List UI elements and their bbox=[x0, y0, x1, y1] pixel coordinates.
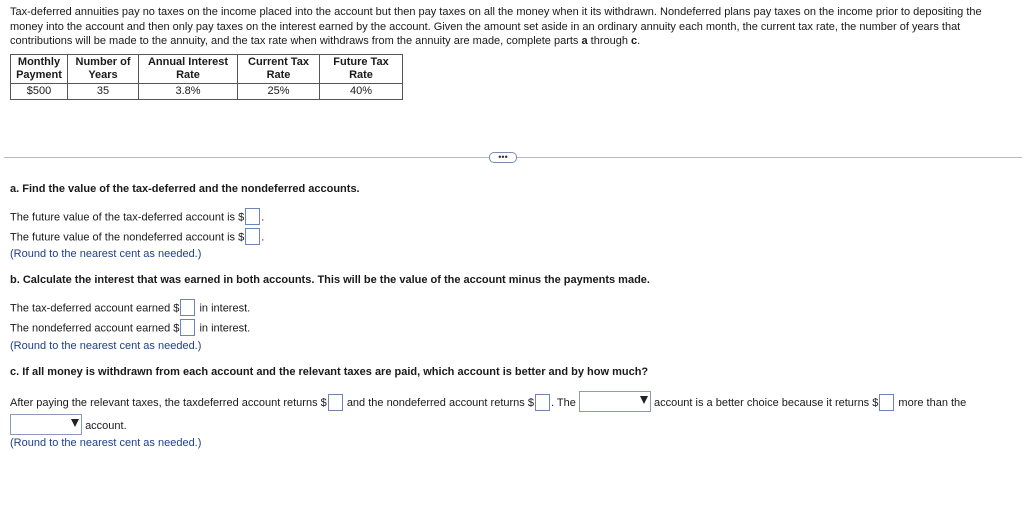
part-c-text-1: After paying the relevant taxes, the taxdeferred account returns $ bbox=[10, 396, 327, 409]
table-row bbox=[11, 84, 403, 100]
intro-through: through bbox=[587, 35, 632, 47]
nondeferred-after-tax-input[interactable] bbox=[535, 394, 550, 411]
in-interest-text: in interest. bbox=[199, 302, 251, 315]
part-a-line-1 bbox=[10, 210, 264, 225]
intro-bold-c: c bbox=[631, 35, 638, 47]
part-c-sentence bbox=[10, 394, 966, 412]
part-c-text-6: account. bbox=[85, 419, 127, 432]
part-a-line-2 bbox=[10, 230, 264, 245]
tax-deferred-interest-input[interactable] bbox=[180, 299, 195, 316]
intro-period: . bbox=[637, 35, 641, 47]
part-a-line-1-label: The future value of the tax-deferred account is $ bbox=[10, 211, 245, 224]
part-c-text-4: account is a better choice because it returns $ bbox=[653, 396, 879, 409]
cell-number-of-years: 35 bbox=[68, 84, 139, 100]
header-monthly-payment: Monthly Payment bbox=[11, 55, 68, 84]
given-data-table bbox=[10, 54, 403, 100]
intro-text: Tax-deferred annuities pay no taxes on the income placed into the account but then pay taxes on all the money when it its withdrawn. Nondeferred plans pay taxes on the income prior to depositing the money into the account and then only pay taxes on the interest earned by the account. Given the amount set aside in an ordinary annuity each month, the current tax rate, the number of years that contributions will be made to the annuity, and the tax rate when withdraws from the annuity are made, complete parts bbox=[10, 6, 982, 47]
part-b-line-2 bbox=[10, 321, 250, 336]
period-text: . bbox=[261, 231, 265, 244]
intro-bold-a: a bbox=[581, 35, 588, 47]
header-annual-interest-rate: Annual Interest Rate bbox=[139, 55, 238, 84]
part-b-heading: b. Calculate the interest that was earned in both accounts. This will be the value of the account minus the payments made. bbox=[10, 274, 650, 286]
problem-intro bbox=[10, 5, 1016, 49]
part-c-text-3: . The bbox=[550, 396, 576, 409]
table-header-row bbox=[11, 55, 403, 84]
part-b-line-1 bbox=[10, 301, 250, 316]
dropdown-arrow-icon bbox=[71, 419, 79, 427]
part-c-text-2: and the nondeferred account returns $ bbox=[346, 396, 534, 409]
worse-account-dropdown[interactable] bbox=[10, 414, 82, 435]
cell-future-tax-rate: 40% bbox=[320, 84, 403, 100]
part-a-line-2-label: The future value of the nondeferred account is $ bbox=[10, 231, 245, 244]
part-c-heading: c. If all money is withdrawn from each account and the relevant taxes are paid, which account is better and by how much? bbox=[10, 366, 649, 378]
cell-annual-interest-rate: 3.8% bbox=[139, 84, 238, 100]
part-b-line-1-label: The tax-deferred account earned $ bbox=[10, 302, 180, 315]
period-text: . bbox=[261, 211, 265, 224]
tax-deferred-future-value-input[interactable] bbox=[245, 208, 260, 225]
part-b-round-note: (Round to the nearest cent as needed.) bbox=[10, 340, 202, 352]
cell-monthly-payment: $500 bbox=[11, 84, 68, 100]
tax-deferred-after-tax-input[interactable] bbox=[328, 394, 343, 411]
better-account-dropdown[interactable] bbox=[579, 391, 651, 412]
part-c-sentence-end bbox=[10, 417, 127, 435]
nondeferred-interest-input[interactable] bbox=[180, 319, 195, 336]
header-number-of-years: Number of Years bbox=[68, 55, 139, 84]
nondeferred-future-value-input[interactable] bbox=[245, 228, 260, 245]
in-interest-text: in interest. bbox=[199, 322, 251, 335]
header-future-tax-rate: Future Tax Rate bbox=[320, 55, 403, 84]
part-c-text-5: more than the bbox=[898, 396, 967, 409]
more-options-button[interactable]: ••• bbox=[489, 152, 517, 163]
part-b-line-2-label: The nondeferred account earned $ bbox=[10, 322, 180, 335]
cell-current-tax-rate: 25% bbox=[238, 84, 320, 100]
part-a-heading: a. Find the value of the tax-deferred and the nondeferred accounts. bbox=[10, 183, 360, 195]
part-a-round-note: (Round to the nearest cent as needed.) bbox=[10, 248, 202, 260]
header-current-tax-rate: Current Tax Rate bbox=[238, 55, 320, 84]
difference-amount-input[interactable] bbox=[879, 394, 894, 411]
part-c-round-note: (Round to the nearest cent as needed.) bbox=[10, 437, 202, 449]
dropdown-arrow-icon bbox=[640, 396, 648, 404]
